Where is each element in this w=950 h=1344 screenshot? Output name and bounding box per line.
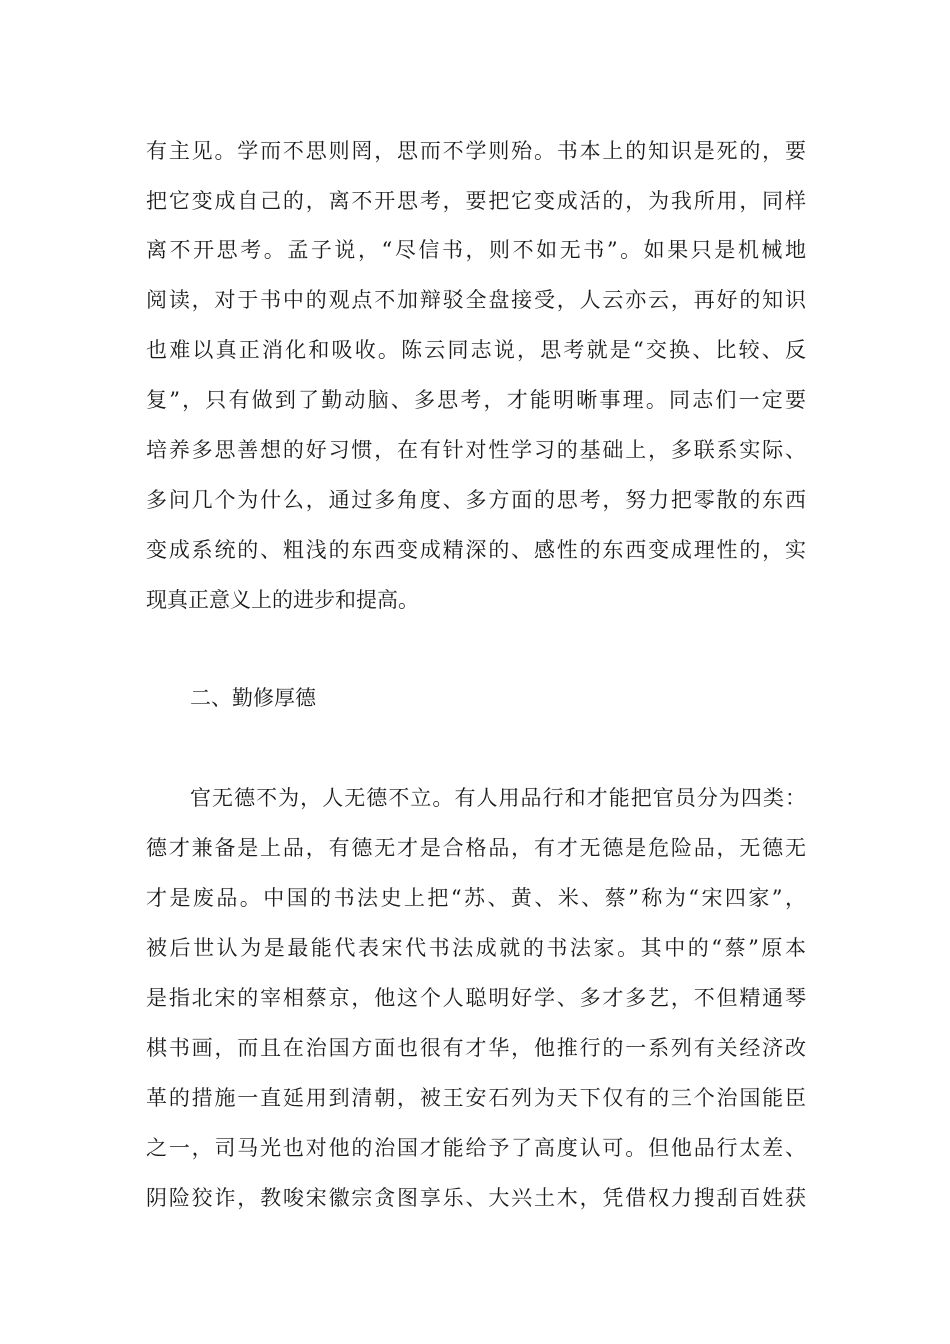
paragraph-line: 革的措施一直延用到清朝，被王安石列为天下仅有的三个治国能臣: [146, 1086, 806, 1110]
paragraph-line: 被后世认为是最能代表宋代书法成就的书法家。其中的“蔡”原本: [146, 936, 806, 960]
paragraph-line: 是指北宋的宰相蔡京，他这个人聪明好学、多才多艺，不但精通琴: [146, 986, 806, 1010]
paragraph-line: 有主见。学而不思则罔，思而不学则殆。书本上的知识是死的，要: [146, 139, 806, 163]
paragraph-line: 德才兼备是上品，有德无才是合格品，有才无德是危险品，无德无: [146, 836, 806, 860]
paragraph-line: 培养多思善想的好习惯，在有针对性学习的基础上，多联系实际、: [146, 438, 806, 462]
paragraph-line: 之一，司马光也对他的治国才能给予了高度认可。但他品行太差、: [146, 1136, 806, 1160]
paragraph-line: 才是废品。中国的书法史上把“苏、黄、米、蔡”称为“宋四家”，: [146, 886, 806, 910]
paragraph-line: 棋书画，而且在治国方面也很有才华，他推行的一系列有关经济改: [146, 1036, 806, 1060]
paragraph-line: 现真正意义上的进步和提高。: [146, 588, 419, 612]
paragraph-line: 多问几个为什么，通过多角度、多方面的思考，努力把零散的东西: [146, 488, 806, 512]
section-heading: 二、勤修厚德: [190, 686, 316, 710]
paragraph-line: 把它变成自己的，离不开思考，要把它变成活的，为我所用，同样: [146, 189, 806, 213]
paragraph-line: 阴险狡诈，教唆宋徽宗贪图享乐、大兴土木，凭借权力搜刮百姓获: [146, 1186, 806, 1210]
paragraph-line: 阅读，对于书中的观点不加辩驳全盘接受，人云亦云，再好的知识: [146, 288, 806, 312]
paragraph-line: 变成系统的、粗浅的东西变成精深的、感性的东西变成理性的，实: [146, 538, 806, 562]
paragraph-line: 离不开思考。孟子说，“尽信书，则不如无书”。如果只是机械地: [146, 238, 806, 262]
paragraph-line: 也难以真正消化和吸收。陈云同志说，思考就是“交换、比较、反: [146, 338, 806, 362]
paragraph-line: 官无德不为，人无德不立。有人用品行和才能把官员分为四类：: [190, 786, 806, 810]
paragraph-line: 复”，只有做到了勤动脑、多思考，才能明晰事理。同志们一定要: [146, 388, 806, 412]
